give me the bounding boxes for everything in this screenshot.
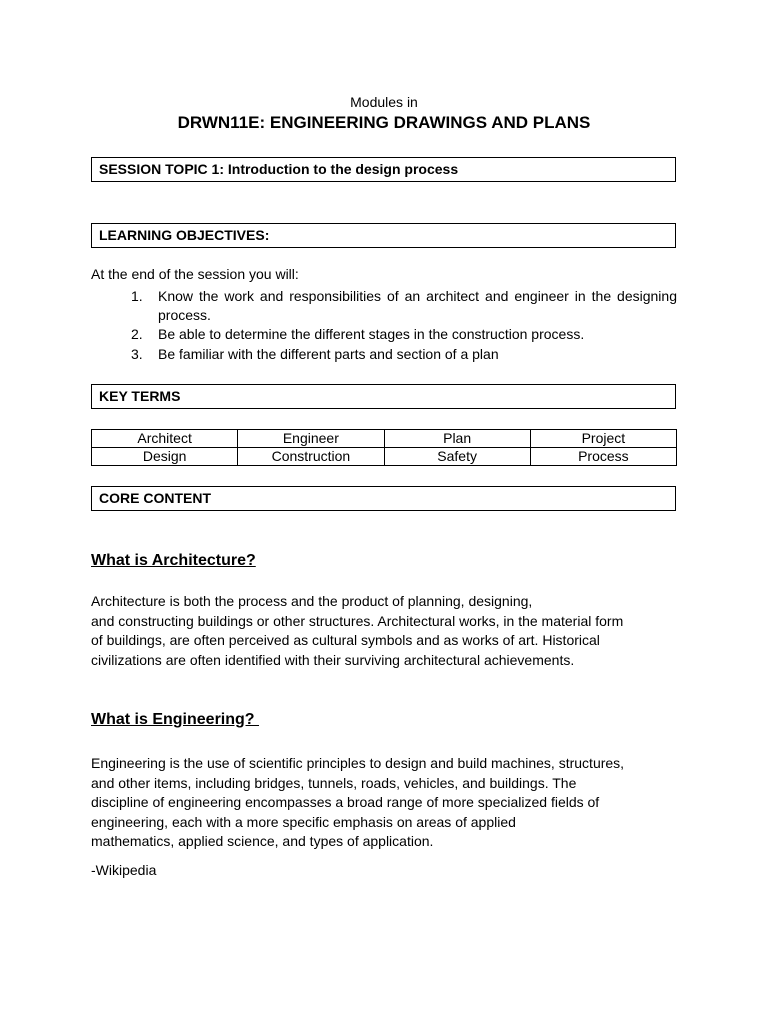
objective-item bbox=[131, 345, 677, 364]
learning-objectives-heading: LEARNING OBJECTIVES: bbox=[91, 223, 676, 248]
document-title: DRWN11E: ENGINEERING DRAWINGS AND PLANS bbox=[177, 113, 591, 132]
source-citation: -Wikipedia bbox=[91, 862, 157, 878]
paragraph-line: civilizations are often identified with their surviving architectural achievements. bbox=[91, 651, 575, 668]
key-term-cell: Architect bbox=[92, 430, 238, 448]
paragraph-line: Architecture is both the process and the product of planning, designing, bbox=[91, 593, 533, 609]
session-topic-box: SESSION TOPIC 1: Introduction to the design process bbox=[91, 157, 676, 182]
key-terms-heading: KEY TERMS bbox=[91, 384, 676, 409]
engineering-paragraph bbox=[91, 754, 681, 852]
key-terms-table bbox=[91, 429, 677, 466]
key-term-cell: Project bbox=[530, 430, 676, 448]
engineering-heading: What is Engineering? bbox=[91, 711, 260, 728]
objective-number: 2. bbox=[131, 326, 143, 342]
objective-number: 1. bbox=[131, 288, 143, 304]
paragraph-line: of buildings, are often perceived as cultural symbols and as works of art. Historical bbox=[91, 632, 600, 648]
key-term-cell: Plan bbox=[384, 430, 530, 448]
architecture-paragraph bbox=[91, 592, 681, 670]
objectives-intro: At the end of the session you will: bbox=[91, 266, 299, 282]
objective-text: Be able to determine the different stages in the construction process. bbox=[158, 326, 585, 342]
key-term-cell: Process bbox=[530, 448, 676, 466]
key-term-cell: Safety bbox=[384, 448, 530, 466]
objective-number: 3. bbox=[131, 346, 143, 362]
objective-text: Be familiar with the different parts and section of a plan bbox=[158, 346, 499, 362]
paragraph-line: and other items, including bridges, tunnels, roads, vehicles, and buildings. The bbox=[91, 774, 577, 791]
paragraph-line: engineering, each with a more specific emphasis on areas of applied bbox=[91, 813, 516, 830]
key-term-cell: Design bbox=[92, 448, 238, 466]
core-content-heading: CORE CONTENT bbox=[91, 486, 676, 511]
objective-text: Know the work and responsibilities of an architect and engineer in the designing process. bbox=[158, 288, 677, 323]
modules-label: Modules in bbox=[350, 94, 418, 110]
paragraph-line: and constructing buildings or other structures. Architectural works, in the material form bbox=[91, 612, 624, 629]
paragraph-line: mathematics, applied science, and types of application. bbox=[91, 833, 434, 849]
objective-item bbox=[131, 325, 677, 344]
table-row bbox=[92, 448, 677, 466]
paragraph-line: discipline of engineering encompasses a broad range of more specialized fields of bbox=[91, 794, 600, 810]
key-term-cell: Construction bbox=[238, 448, 384, 466]
paragraph-line: Engineering is the use of scientific principles to design and build machines, structures, bbox=[91, 755, 625, 771]
table-row bbox=[92, 430, 677, 448]
architecture-heading: What is Architecture? bbox=[91, 552, 256, 569]
objective-item bbox=[131, 287, 677, 325]
key-term-cell: Engineer bbox=[238, 430, 384, 448]
